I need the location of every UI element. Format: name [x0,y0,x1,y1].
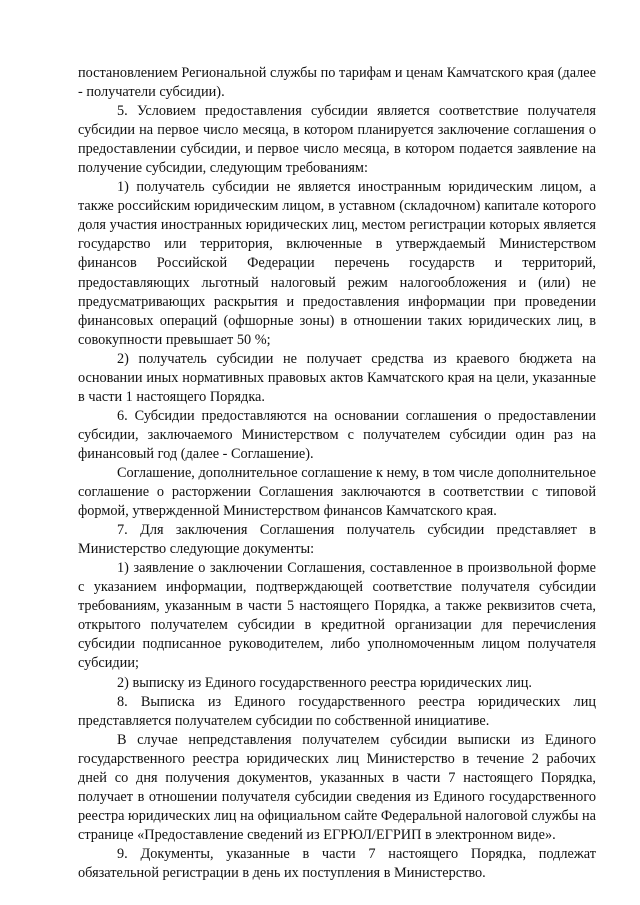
paragraph-clause-9: 9. Документы, указанные в части 7 настоящего Порядка, подлежат обязательной регистрации в день их поступления в Министерство. [78,845,596,881]
document-page [78,64,596,883]
paragraph-clause-8-nonsubmission: В случае непредставления получателем субсидии выписки из Единого государственного реестра юридических лиц Министерство в течение 2 рабочих дней со дня получения документов, указанных в части 7 настоящего Порядка, получает в отношении получателя субсидии сведения из Единого государственного реестра юридических лиц на официальном сайте Федеральной налоговой службы на странице «Предоставление сведений из ЕГРЮЛ/ЕГРИП в электронном виде». [78,731,596,843]
paragraph-clause-6: 6. Субсидии предоставляются на основании соглашения о предоставлении субсидии, заключаемого Министерством с получателем субсидии один раз на финансовый год (далее - Соглашение). [78,407,596,462]
paragraph-clause-7-item-2: 2) выписку из Единого государственного реестра юридических лиц. [117,674,532,691]
paragraph-clause-5: 5. Условием предоставления субсидии является соответствие получателя субсидии на первое число месяца, в котором планируется заключение соглашения о предоставлении субсидии, и первое число месяца, в котором подается заявление на получение субсидии, следующим требованиям: [78,103,596,177]
paragraph-clause-7-item-1: 1) заявление о заключении Соглашения, составленное в произвольной форме с указанием информации, подтверждающей соответствие получателя субсидии требованиям, указанным в части 5 настоящего Порядка, а также реквизитов счета, открытого получателем субсидии в кредитной организации для перечисления субсидии подписанное руководителем, либо уполномоченным лицом получателя субсидии; [78,560,596,672]
paragraph-clause-6-agreement: Соглашение, дополнительное соглашение к нему, в том числе дополнительное соглашение о расторжении Соглашения заключаются в соответствии с типовой формой, утвержденной Министерством финансов Камчатского края. [78,464,596,520]
paragraph-clause-5-item-1: 1) получатель субсидии не является иностранным юридическим лицом, а также российским юридическим лицом, в уставном (складочном) капитале которого доля участия иностранных юридических лиц, местом регистрации которых является государство или территория, включенные в утверждаемый Министерством финансов Российской Федерации перечень государств и территорий, предоставляющих льготный налоговый режим налогообложения и (или) не предусматривающих раскрытия и предоставления информации при проведении финансовых операций (офшорные зоны) в отношении таких юридических лиц, в совокупности превышает 50 %; [78,179,596,348]
paragraph-clause-7: 7. Для заключения Соглашения получатель субсидии представляет в Министерство следующие документы: [78,522,596,558]
paragraph-clause-8: 8. Выписка из Единого государственного реестра юридических лиц представляется получателем субсидии по собственной инициативе. [78,693,596,729]
paragraph-clause-5-item-2: 2) получатель субсидии не получает средства из краевого бюджета на основании иных нормативных правовых актов Камчатского края на цели, указанные в части 1 настоящего Порядка. [78,350,596,405]
paragraph-continuation: постановлением Региональной службы по тарифам и ценам Камчатского края (далее - получатели субсидии). [78,65,596,101]
